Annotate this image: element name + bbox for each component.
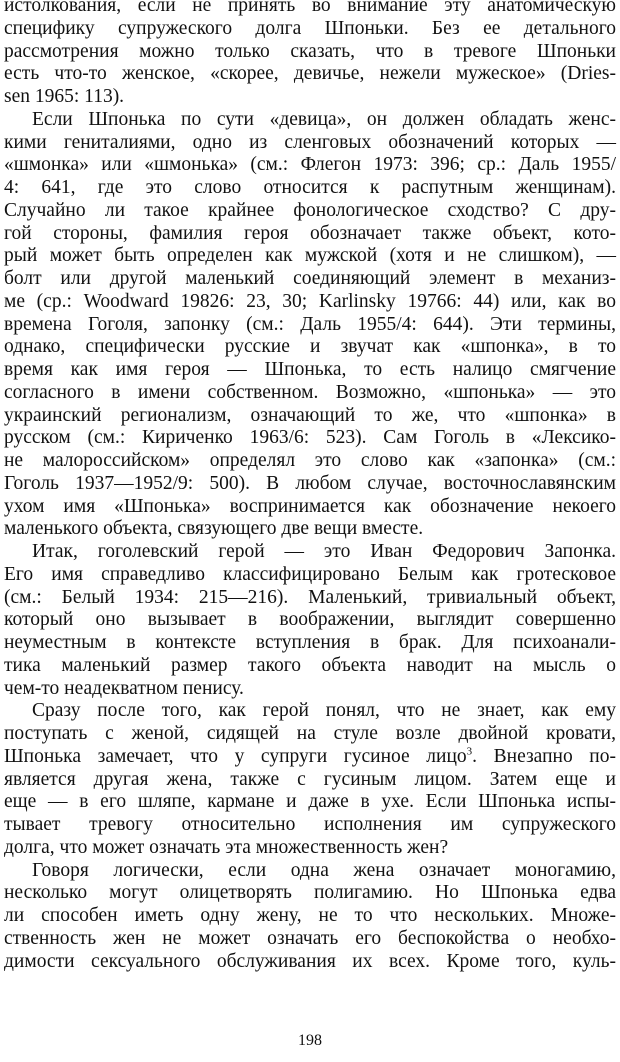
footnote-marker[interactable]: 3	[466, 745, 473, 758]
text-line: тика маленький размер такого объекта наводит на мысль о	[4, 654, 616, 676]
text-line: однако, специфически русские и звучат как «шпонка», в то	[4, 336, 616, 358]
text-line: поступать с женой, сидящей на стуле возле двойной кровати,	[4, 723, 616, 744]
text-line: димости сексуального обслуживания их всех. Кроме того, куль-	[4, 950, 616, 972]
text-line: не малороссийском» определял это слово как «запонка» (см.:	[4, 450, 616, 471]
text-line: sen 1965: 113).	[4, 86, 125, 107]
text-line: гой стороны, фамилия героя обозначает также объект, кото-	[4, 222, 616, 244]
text-line: рассмотрения можно только сказать, что в тревоге Шпоньки	[4, 40, 616, 62]
text-line	[4, 746, 616, 769]
text-line: неуместным в контексте вступления в брак. Для психоанали-	[4, 632, 616, 653]
text-line: Говоря логически, если одна жена означает моногамию,	[32, 859, 616, 881]
text-line: истолкования, если не принять во внимание эту анатомическую	[4, 0, 616, 16]
text-line: русском (см.: Кириченко 1963/6: 523). Сам Гоголь в «Лексико-	[4, 427, 616, 449]
text-line: тывает тревогу относительно исполнения им супружеского	[4, 814, 616, 835]
text-line: кими гениталиями, одно из сленговых обозначений которых —	[4, 131, 616, 153]
text-line: «шмонка» или «шмонька» (см.: Флегон 1973: 396; ср.: Даль 1955/	[4, 154, 616, 176]
text-line: долга, что может означать эта множественность жен?	[4, 836, 449, 858]
text-line: Сразу после того, как герой понял, что не знает, как ему	[32, 700, 616, 722]
paragraph-shponka-girl	[4, 109, 616, 541]
text-line: ли способен иметь одну жену, не то что нескольких. Множе-	[4, 905, 616, 926]
text-line: Его имя справедливо классифицировано Белым как гротесковое	[4, 563, 616, 585]
text-line: ме (ср.: Woodward 19826: 23, 30; Karlinsky 19766: 44) или, как во	[4, 290, 616, 312]
text-line: времена Гоголя, запонку (см.: Даль 1955/4: 644). Эти термины,	[4, 313, 616, 335]
page-body-text	[4, 0, 616, 973]
paragraph-zaponka	[4, 541, 616, 700]
text-fragment: . Внезапно по-	[472, 745, 616, 767]
text-line: чем-то неадекватном пенису.	[4, 677, 244, 699]
text-line: несколько могут олицетворять полигамию. Но Шпонька едва	[4, 882, 616, 904]
text-line: Гоголь 1937—1952/9: 500). В любом случае, восточнославянским	[4, 472, 616, 494]
text-line: рый может быть определен как мужской (хотя и не слишком), —	[4, 245, 616, 267]
text-line: Случайно ли такое крайнее фонологическое сходство? С дру-	[4, 199, 616, 221]
text-line: украинский регионализм, означающий то же, что «шпонка» в	[4, 404, 616, 426]
text-line: болт или другой маленький соединяющий элемент в механиз-	[4, 268, 616, 289]
text-line: Если Шпонька по сути «девица», он должен обладать женс-	[32, 108, 616, 130]
paragraph-polygamy	[4, 860, 616, 974]
text-line: время как имя героя — Шпонька, то есть налицо смягчение	[4, 359, 616, 380]
text-line: является другая жена, также с гусиным лицом. Затем еще и	[4, 768, 616, 790]
text-fragment: Шпонька замечает, что у супруги гусиное лицо	[4, 745, 467, 767]
text-line: специфику супружеского долга Шпоньки. Без ее детального	[4, 17, 616, 39]
text-line: есть что-то женское, «скорее, девичье, нежели мужеское» (Dries-	[4, 63, 616, 85]
text-line: ухом имя «Шпонька» воспринимается как обозначение некоего	[4, 495, 616, 517]
text-line: еще — в его шляпе, кармане и даже в ухе. Если Шпонька испы-	[4, 791, 616, 813]
text-line: 4: 641, где это слово относится к распутным женщинам).	[4, 177, 616, 198]
text-line: (см.: Белый 1934: 215—216). Маленький, тривиальный объект,	[4, 586, 616, 608]
paragraph-goose-wife	[4, 700, 616, 859]
text-line: который оно вызывает в воображении, выглядит совершенно	[4, 609, 616, 631]
text-line: маленького объекта, связующего две вещи вместе.	[4, 518, 424, 540]
paragraph-continuation	[4, 0, 616, 109]
page-number: 198	[298, 1032, 322, 1049]
text-line: ственность жен не может означать его беспокойства о необхо-	[4, 927, 616, 949]
text-line: Итак, гоголевский герой — это Иван Федорович Запонка.	[32, 541, 616, 562]
text-line: согласного в имени собственном. Возможно, «шпонька» — это	[4, 381, 616, 403]
